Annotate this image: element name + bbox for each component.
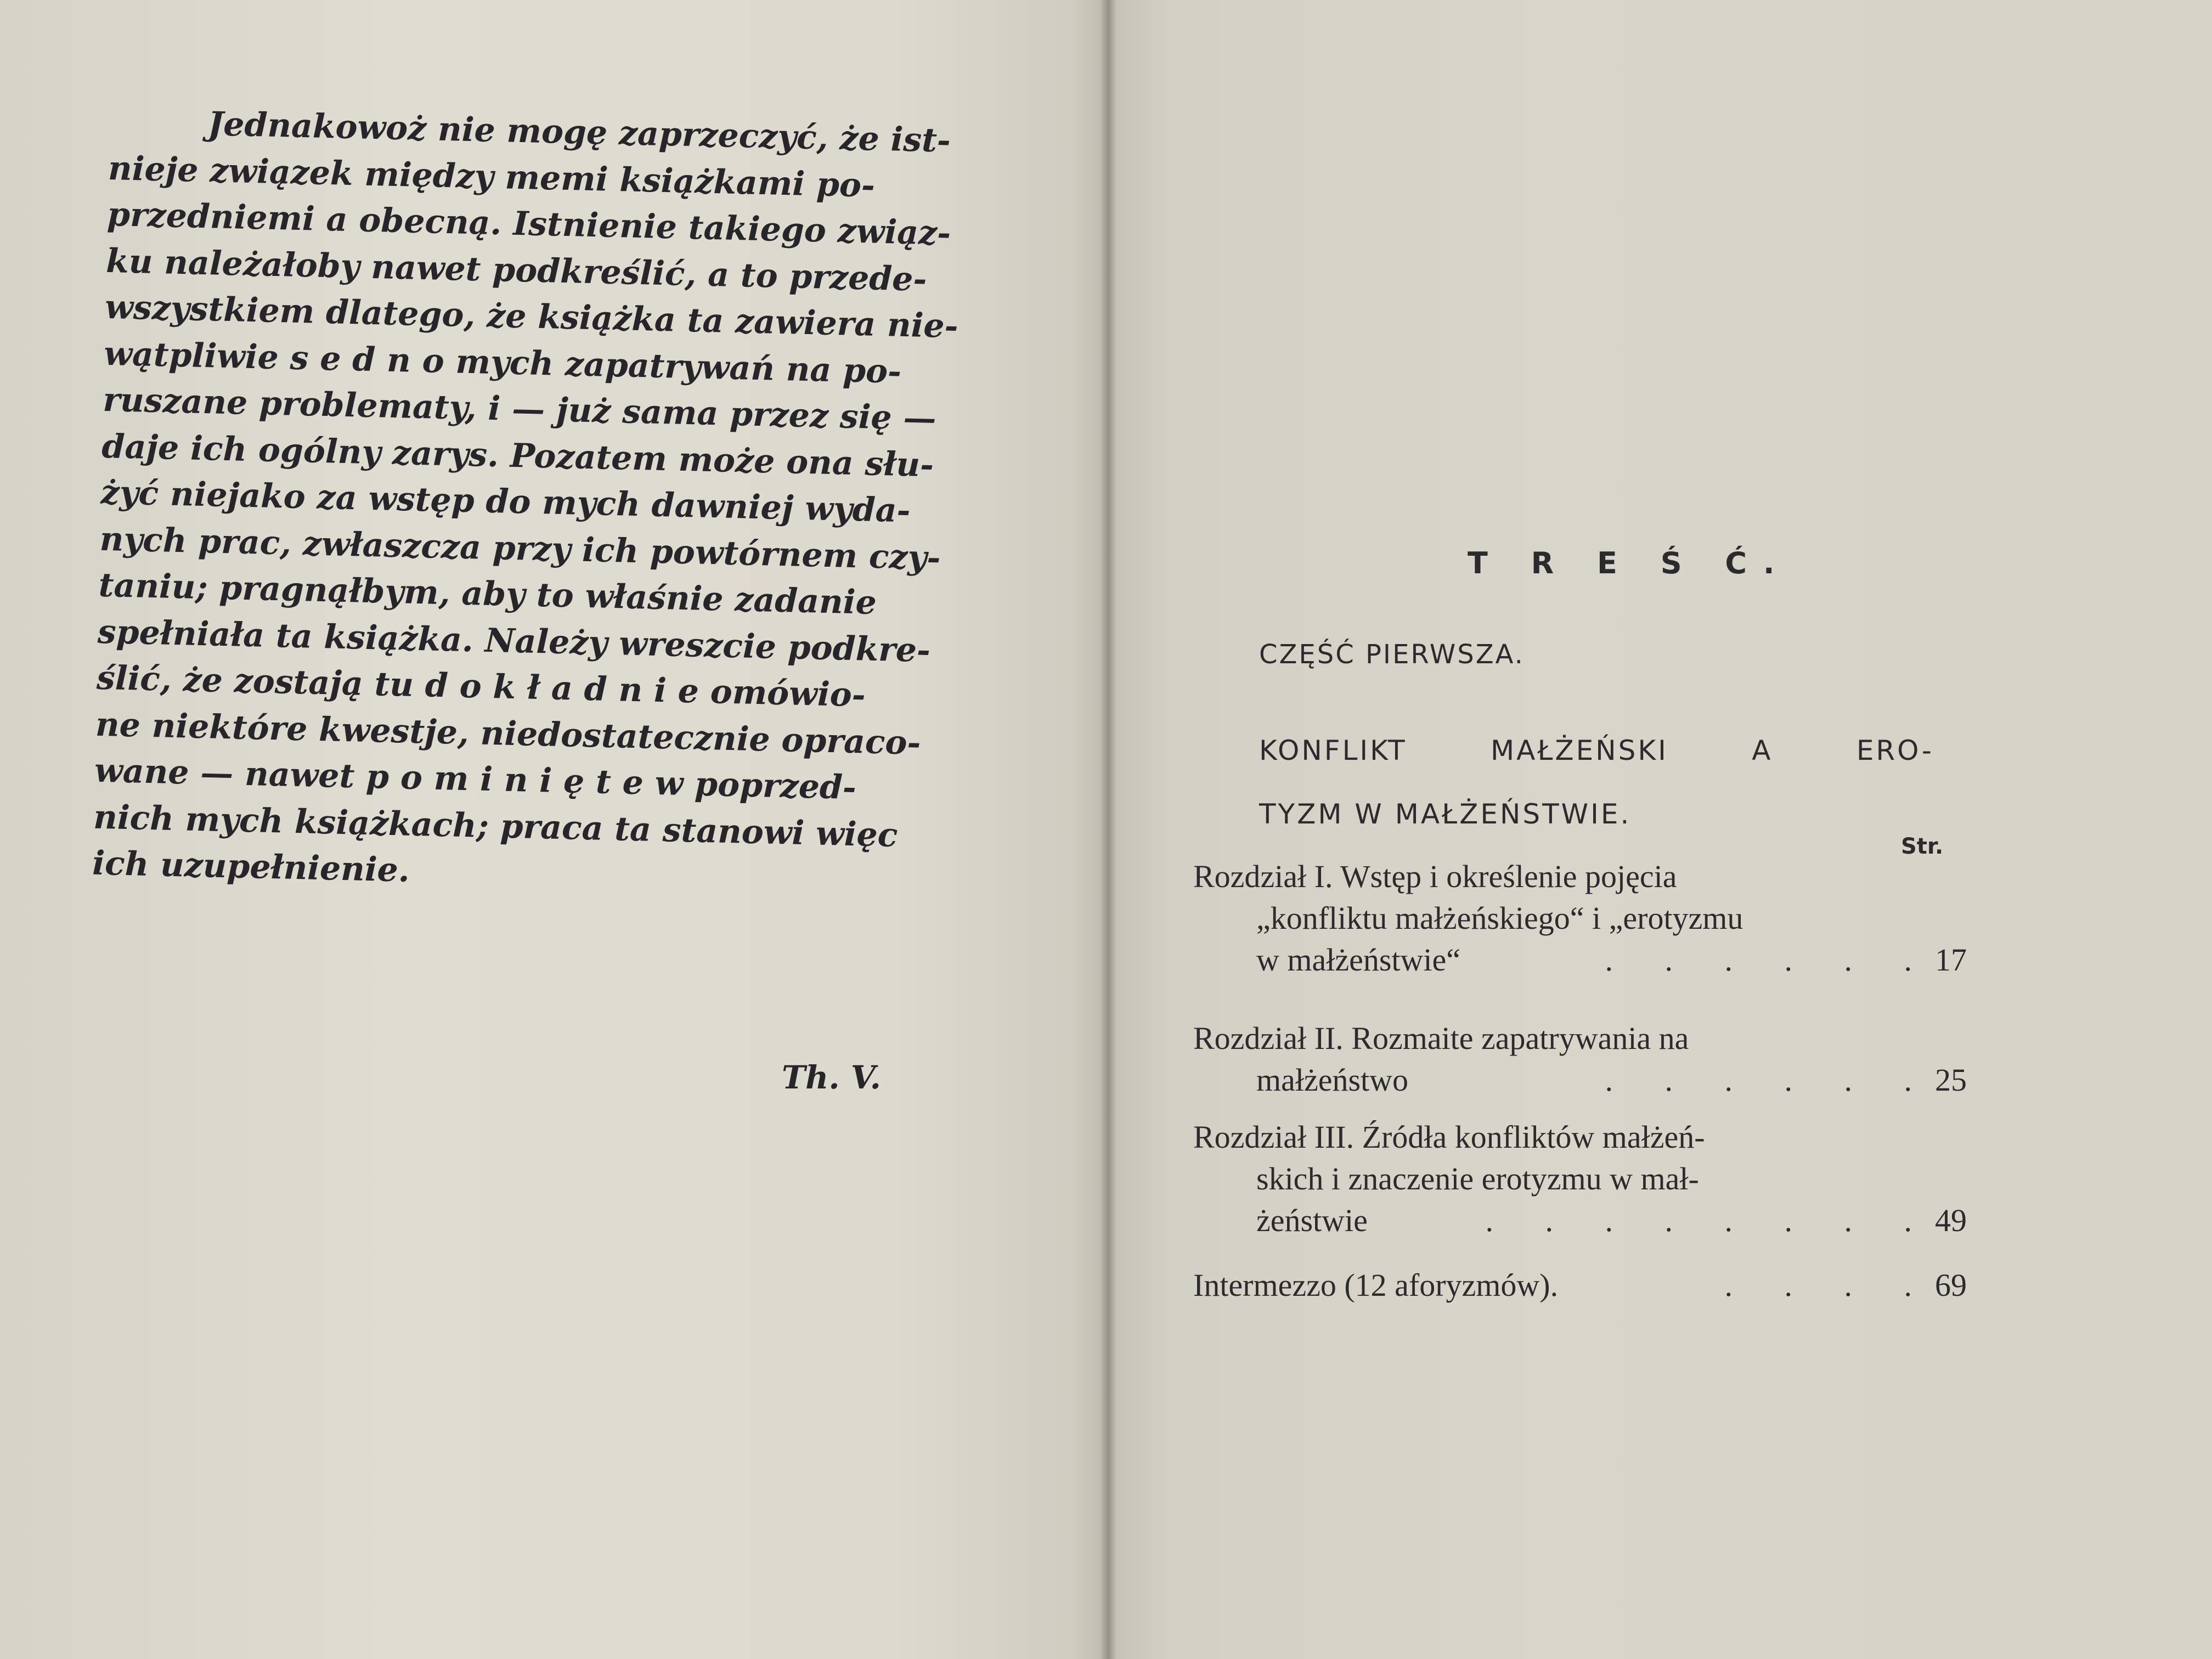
toc-page-number: 25 [1935, 1062, 1967, 1098]
paragraph-line: ich uzupełnienie. [92, 844, 410, 890]
paragraph-line: taniu; pragnąłbym, aby to właśnie zadanie [98, 566, 877, 622]
paragraph-line: nieje związek między memi książkami po- [108, 149, 876, 205]
toc-entry-last-line [1193, 1265, 1967, 1306]
toc-entry[interactable] [1193, 856, 1967, 981]
toc-entry-line: Rozdział II. Rozmaite zapatrywania na [1193, 1020, 1689, 1056]
author-signature: Th. V. [782, 1059, 881, 1096]
paragraph-line: nych prac, zwłaszcza przy ich powtórnem czy- [99, 520, 941, 578]
page-column-label: Str. [1901, 834, 1944, 859]
toc-page-number: 49 [1935, 1203, 1967, 1238]
heading-word: ERO- [1856, 735, 1934, 766]
toc-entry-line: Rozdział III. Źródła konfliktów małżeń- [1193, 1119, 1705, 1155]
part-heading-line: TYZM W MAŁŻEŃSTWIE. [1259, 798, 1632, 830]
part-heading [1259, 719, 1939, 846]
paragraph-line: wane — nawet p o m i n i ę t e w poprzed- [94, 751, 857, 808]
toc-page-number: 17 [1935, 942, 1967, 978]
toc-entry-last-line [1193, 939, 1967, 981]
toc-entry-last-line [1193, 1059, 1967, 1101]
paragraph-line: ku należałoby nawet podkreślić, a to przede- [105, 241, 928, 299]
heading-word: MAŁŻEŃSKI [1490, 735, 1668, 766]
paragraph-line: spełniała ta książka. Należy wreszcie podkre- [97, 612, 931, 670]
heading-word: KONFLIKT [1259, 735, 1407, 766]
paragraph-line: przedniemi a obecną. Istnienie takiego związ- [106, 195, 951, 253]
toc-entry-line: żeństwie [1256, 1203, 1368, 1238]
toc-entry[interactable] [1193, 1018, 1967, 1101]
toc-entry-line: „konfliktu małżeńskiego“ i „erotyzmu [1256, 900, 1743, 936]
table-of-contents [1193, 0, 1972, 1659]
toc-entry[interactable] [1193, 1116, 1967, 1242]
paragraph-line: żyć niejako za wstęp do mych dawniej wyda- [100, 473, 911, 531]
toc-entry-line: małżeństwo [1256, 1062, 1409, 1098]
part-heading-line [1259, 719, 1934, 782]
paragraph-line: ruszane problematy, i — już sama przez się — [102, 380, 937, 438]
paragraph-line: daje ich ogólny zarys. Pozatem może ona słu- [101, 427, 934, 484]
part-label: CZĘŚĆ PIERWSZA. [1259, 639, 1525, 670]
toc-title: T R E Ś Ć. [1468, 546, 1791, 580]
heading-word: A [1752, 735, 1773, 766]
dot-leader: . . . . . . . . [1485, 1203, 1934, 1238]
left-page [0, 0, 1105, 1659]
toc-entry-line: Intermezzo (12 aforyzmów). [1193, 1267, 1559, 1303]
paragraph-line: ślić, że zostają tu d o k ł a d n i e omówio- [96, 658, 866, 715]
book-gutter [1100, 0, 1116, 1659]
toc-entry[interactable] [1193, 1265, 1967, 1306]
preface-paragraph [92, 99, 965, 906]
dot-leader: . . . . . . [1605, 942, 1934, 978]
toc-entry-last-line [1193, 1200, 1967, 1242]
paragraph-line: wątpliwie s e d n o mych zapatrywań na po- [103, 334, 902, 391]
toc-entry-line: Rozdział I. Wstęp i określenie pojęcia [1193, 859, 1677, 894]
paragraph-line: Jednakowoż nie mogę zaprzeczyć, że ist- [207, 105, 951, 160]
dot-leader: . . . . . . [1605, 1062, 1934, 1098]
paragraph-line: wszystkiem dlatego, że książka ta zawiera nie- [104, 287, 959, 346]
paragraph-line: ne niektóre kwestje, niedostatecznie opraco- [95, 705, 922, 763]
toc-entry-line: skich i znaczenie erotyzmu w mał- [1256, 1161, 1699, 1197]
toc-entry-line: w małżeństwie“ [1256, 942, 1461, 978]
dot-leader: . . . . [1724, 1267, 1934, 1303]
toc-page-number: 69 [1935, 1267, 1967, 1303]
paragraph-line: nich mych książkach; praca ta stanowi więc [93, 798, 899, 855]
